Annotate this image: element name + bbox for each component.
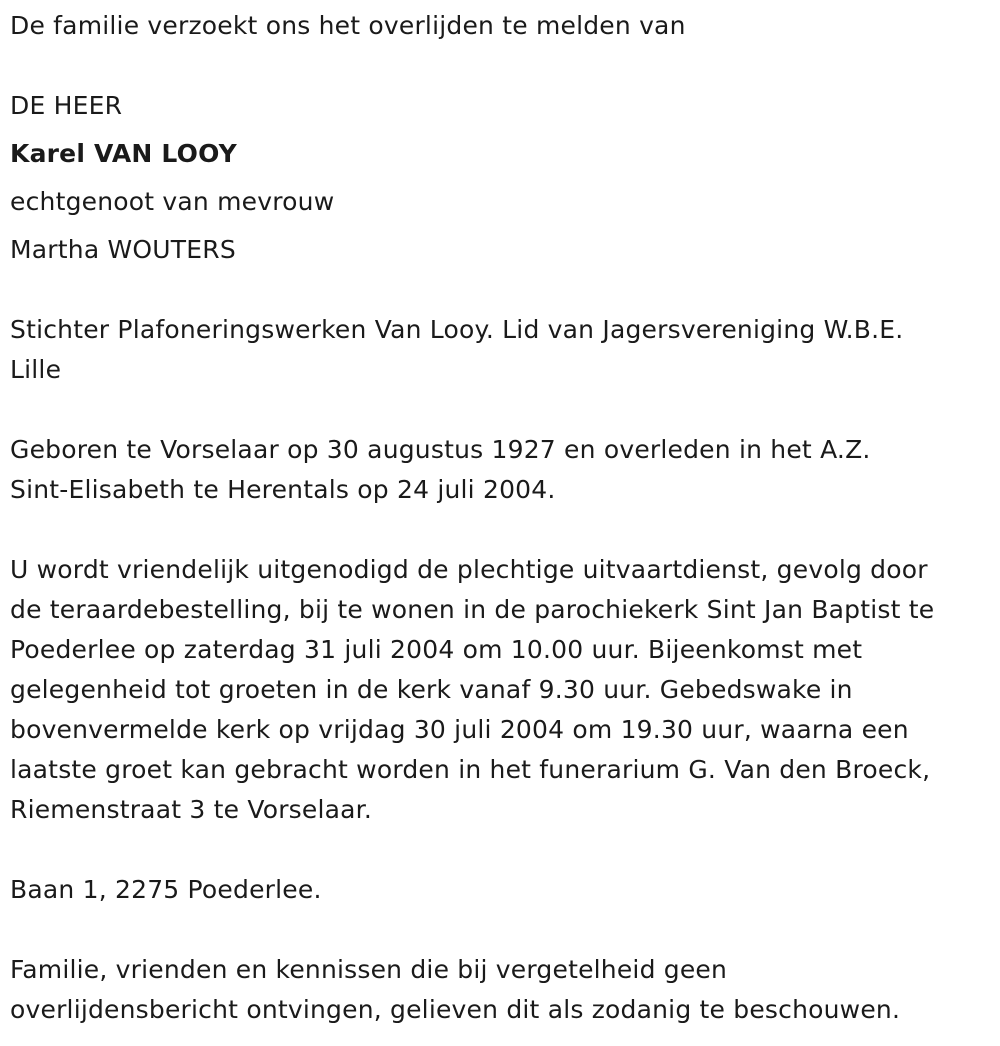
intro-text: De familie verzoekt ons het overlijden te melden van bbox=[10, 11, 686, 40]
funeral-line-1: U wordt vriendelijk uitgenodigd de plechtige uitvaartdienst, gevolg door bbox=[10, 555, 928, 584]
birth-death-line-1: Geboren te Vorselaar op 30 augustus 1927 en overleden in het A.Z. bbox=[10, 435, 871, 464]
deceased-name: Karel VAN LOOY bbox=[10, 139, 237, 168]
funeral-line-6: laatste groet kan gebracht worden in het funerarium G. Van den Broeck, bbox=[10, 755, 931, 784]
address: Baan 1, 2275 Poederlee. bbox=[10, 875, 322, 904]
funeral-line-3: Poederlee op zaterdag 31 juli 2004 om 10.00 uur. Bijeenkomst met bbox=[10, 635, 863, 664]
funeral-line-7: Riemenstraat 3 te Vorselaar. bbox=[10, 795, 373, 824]
funeral-line-2: de teraardebestelling, bij te wonen in de parochiekerk Sint Jan Baptist te bbox=[10, 595, 935, 624]
occupation-line-1: Stichter Plafoneringswerken Van Looy. Lid van Jagersvereniging W.B.E. bbox=[10, 315, 904, 344]
honorific: DE HEER bbox=[10, 91, 123, 120]
closing-line-2: overlijdensbericht ontvingen, gelieven dit als zodanig te beschouwen. bbox=[10, 995, 901, 1024]
funeral-line-5: bovenvermelde kerk op vrijdag 30 juli 2004 om 19.30 uur, waarna een bbox=[10, 715, 909, 744]
funeral-line-4: gelegenheid tot groeten in de kerk vanaf 9.30 uur. Gebedswake in bbox=[10, 675, 853, 704]
closing-line-1: Familie, vrienden en kennissen die bij vergetelheid geen bbox=[10, 955, 728, 984]
occupation-line-2: Lille bbox=[10, 355, 62, 384]
spouse-name: Martha WOUTERS bbox=[10, 235, 236, 264]
birth-death-line-2: Sint-Elisabeth te Herentals op 24 juli 2004. bbox=[10, 475, 556, 504]
spouse-label: echtgenoot van mevrouw bbox=[10, 187, 335, 216]
